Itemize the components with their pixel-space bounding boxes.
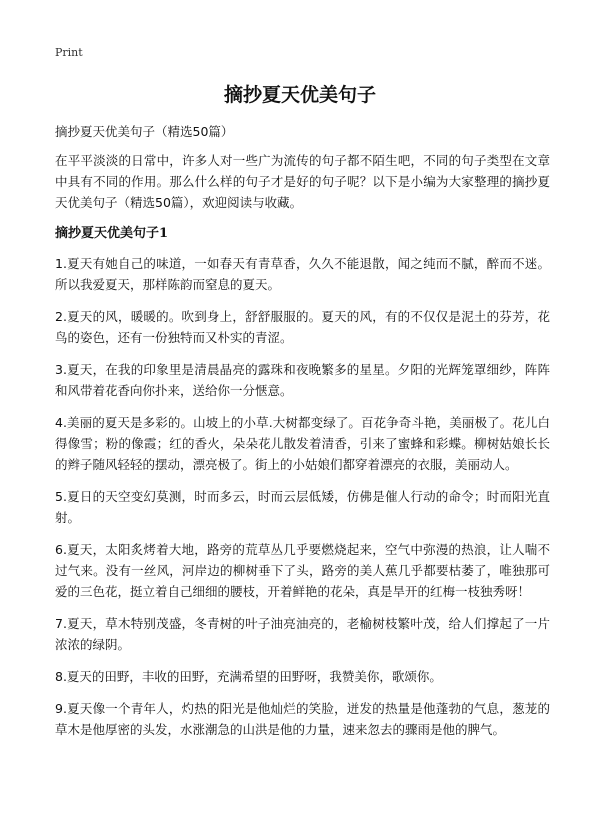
sentence-item-8: 8.夏天的田野，丰收的田野，充满希望的田野呀，我赞美你，歌颂你。 bbox=[55, 669, 442, 684]
sentence-item-2: 2.夏天的风，暖暖的。吹到身上，舒舒服服的。夏天的风，有的不仅仅是泥土的芬芳，花鸟的姿色，还有一份独特而又朴实的青涩。 bbox=[55, 309, 550, 345]
sentence-item-4: 4.美丽的夏天是多彩的。山坡上的小草.大树都变绿了。百花争奇斗艳，美丽极了。花儿白得像雪；粉的像霞；红的香火，朵朵花儿散发着清香，引来了蜜蜂和彩蝶。柳树姑娘长长的辫子随风轻轻的摆动，漂亮极了。街上的小姑娘们都穿着漂亮的衣服，美丽动人。 bbox=[55, 415, 550, 472]
sentence-item-6: 6.夏天，太阳炙烤着大地，路旁的荒草丛几乎要燃烧起来，空气中弥漫的热浪，让人喘不过气来。没有一丝风，河岸边的柳树垂下了头，路旁的美人蕉几乎都要枯萎了，唯独那可爱的三色花，挺立着自己细细的腰枝，开着鲜艳的花朵，真是旱开的红梅一枝独秀呀！ bbox=[55, 542, 550, 599]
sentence-item-1: 1.夏天有她自己的味道，一如春天有青草香，久久不能退散，闻之纯而不腻，醉而不迷。所以我爱夏天，那样陈韵而窒息的夏天。 bbox=[55, 256, 550, 292]
sentence-item-9: 9.夏天像一个青年人，灼热的阳光是他灿烂的笑脸，迸发的热量是他蓬勃的气息，葱茏的草木是他厚密的头发，水涨潮急的山洪是他的力量，速来忽去的骤雨是他的脾气。 bbox=[55, 701, 550, 737]
section-heading: 摘抄夏天优美句子1 bbox=[55, 226, 169, 241]
page-title: 摘抄夏天优美句子 bbox=[223, 84, 376, 106]
article-subtitle: 摘抄夏天优美句子（精选50篇） bbox=[55, 124, 234, 139]
sentence-item-5: 5.夏日的天空变幻莫测，时而多云，时而云层低矮，仿佛是催人行动的命令；时而阳光直射。 bbox=[55, 489, 550, 525]
print-link[interactable]: Print bbox=[55, 46, 83, 59]
article-body bbox=[55, 150, 550, 751]
intro-paragraph: 在平平淡淡的日常中，许多人对一些广为流传的句子都不陌生吧，不同的句子类型在文章中具有不同的作用。那么什么样的句子才是好的句子呢？以下是小编为大家整理的摘抄夏天优美句子（精选50篇），欢迎阅读与收藏。 bbox=[55, 153, 550, 210]
sentence-item-3: 3.夏天，在我的印象里是清晨晶亮的露珠和夜晚繁多的星星。夕阳的光辉笼罩细纱，阵阵和风带着花香向你扑来，送给你一分惬意。 bbox=[55, 362, 550, 398]
sentence-item-7: 7.夏天，草木特别茂盛，冬青树的叶子油亮油亮的，老榆树枝繁叶茂，给人们撑起了一片浓浓的绿阴。 bbox=[55, 616, 550, 652]
